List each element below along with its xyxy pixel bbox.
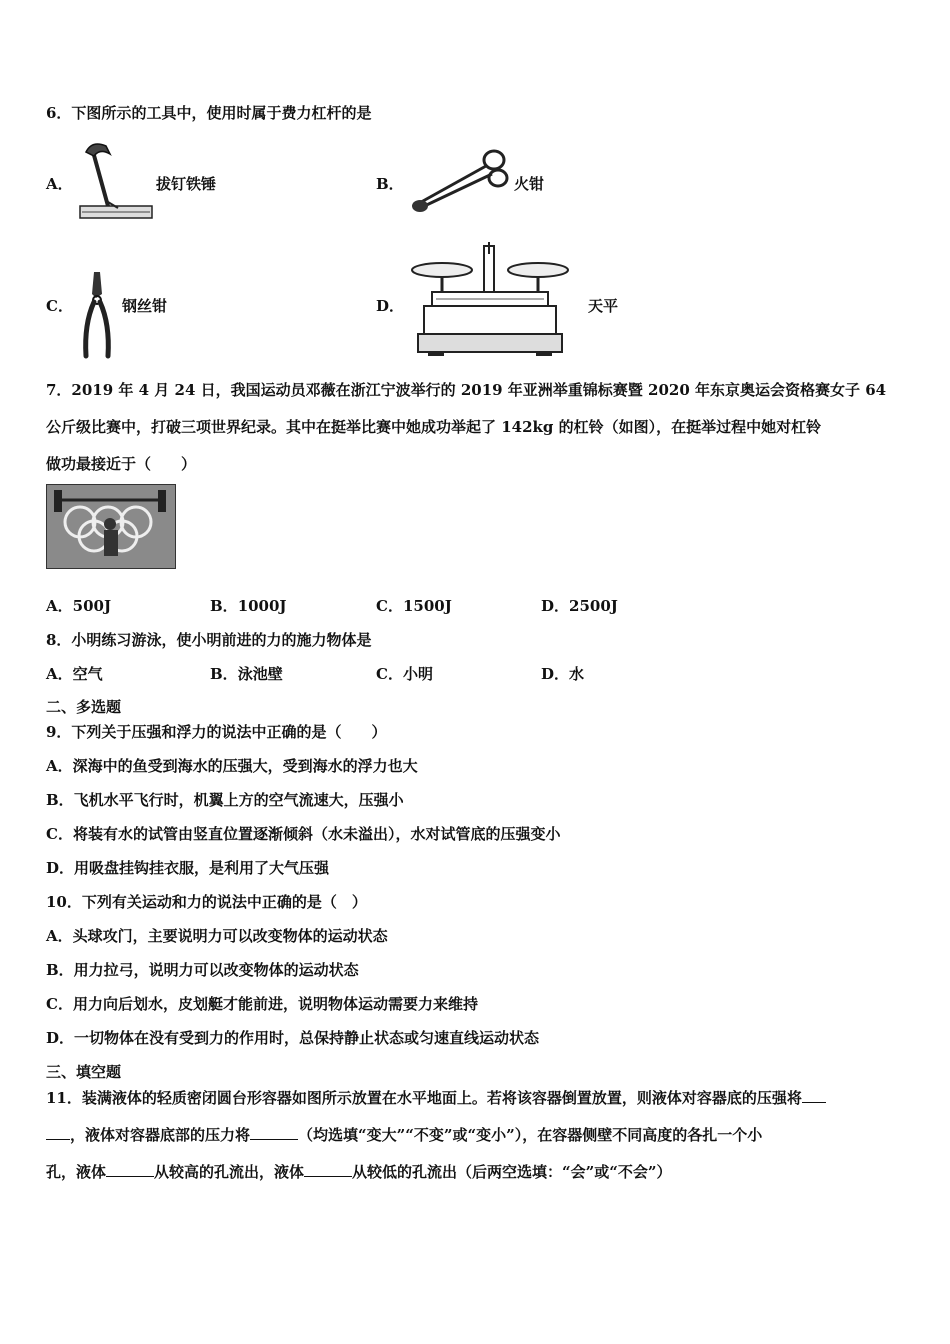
q11-blank-1b[interactable] [46, 1125, 70, 1140]
q11-text-2a: ，液体对容器底部的压力将 [70, 1126, 251, 1144]
q7-stem-line2: 公斤级比赛中，打破三项世界纪录。其中在挺举比赛中她成功举起了 142kg 的杠铃（如图），在挺举过程中她对杠铃 [46, 418, 822, 436]
q6-option-b-text: 火钳 [514, 175, 545, 193]
q9-option-b: B．飞机水平飞行时，机翼上方的空气流速大，压强小 [46, 791, 404, 809]
q7-option-a: A．500J [46, 597, 112, 615]
q9-option-a: A．深海中的鱼受到海水的压强大，受到海水的浮力也大 [46, 757, 418, 775]
q6-option-b-letter: B． [376, 175, 404, 193]
q11-text-3b: 从较高的孔流出，液体 [154, 1163, 305, 1181]
q11-blank-4[interactable] [304, 1162, 352, 1177]
q7-option-b: B．1000J [210, 597, 287, 615]
q11-blank-3[interactable] [106, 1162, 154, 1177]
q9-option-c: C．将装有水的试管由竖直位置逐渐倾斜（水未溢出），水对试管底的压强变小 [46, 825, 561, 843]
q10-option-a: A．头球攻门，主要说明力可以改变物体的运动状态 [46, 927, 388, 945]
section-heading-fill-in: 三、填空题 [46, 1063, 122, 1081]
section-heading-multiple-choice: 二、多选题 [46, 698, 122, 716]
q7-stem-line1: 7．2019 年 4 月 24 日，我国运动员邓薇在浙江宁波举行的 2019 年亚洲举重锦标赛暨 2020 年东京奥运会资格赛女子 64 [46, 381, 887, 399]
q6-option-a-letter: A． [46, 175, 73, 193]
q11-line3 [46, 1161, 672, 1182]
q11-line2 [46, 1124, 762, 1145]
pliers-icon [78, 268, 118, 360]
q8-option-c: C．小明 [376, 665, 433, 683]
q11-blank-1a[interactable] [802, 1088, 826, 1103]
q10-option-d: D．一切物体在没有受到力的作用时，总保持静止状态或匀速直线运动状态 [46, 1029, 540, 1047]
nail-hammer-icon [78, 140, 154, 222]
q11-text-3c: 从较低的孔流出（后两空选填：“会”或“不会”） [352, 1163, 672, 1181]
q11-text-3a: 孔，液体 [46, 1163, 107, 1181]
q7-option-d: D．2500J [541, 597, 618, 615]
q8-stem: 8．小明练习游泳，使小明前进的力的施力物体是 [46, 631, 372, 649]
q10-stem: 10．下列有关运动和力的说法中正确的是（ ） [46, 893, 367, 911]
q10-option-b: B．用力拉弓，说明力可以改变物体的运动状态 [46, 961, 359, 979]
fire-tongs-icon [406, 144, 510, 216]
q11-text-2b: （均选填“变大”“不变”或“变小”），在容器侧壁不同高度的各扎一个小 [298, 1126, 763, 1144]
weightlifter-photo-icon [46, 484, 176, 569]
q11-line1 [46, 1087, 826, 1108]
balance-scale-icon [410, 240, 572, 358]
q9-option-d: D．用吸盘挂钩挂衣服，是利用了大气压强 [46, 859, 330, 877]
q7-stem-line3: 做功最接近于（ ） [46, 455, 197, 473]
q6-option-d-letter: D． [376, 297, 405, 315]
q7-option-c: C．1500J [376, 597, 452, 615]
q6-stem: 6．下图所示的工具中，使用时属于费力杠杆的是 [46, 104, 372, 122]
q10-option-c: C．用力向后划水，皮划艇才能前进，说明物体运动需要力来维持 [46, 995, 478, 1013]
q11-blank-2[interactable] [250, 1125, 298, 1140]
q8-option-d: D．水 [541, 665, 585, 683]
q6-option-c-letter: C． [46, 297, 73, 315]
q6-option-d-text: 天平 [588, 297, 619, 315]
q6-option-a-text: 拔钉铁锤 [156, 175, 217, 193]
q8-option-b: B．泳池壁 [210, 665, 283, 683]
q9-stem: 9．下列关于压强和浮力的说法中正确的是（ ） [46, 723, 387, 741]
q6-option-c-text: 钢丝钳 [122, 297, 168, 315]
q11-text-1: 11．装满液体的轻质密闭圆台形容器如图所示放置在水平地面上。若将该容器倒置放置，则液体对容器底的压强将 [46, 1089, 802, 1107]
q8-option-a: A．空气 [46, 665, 103, 683]
